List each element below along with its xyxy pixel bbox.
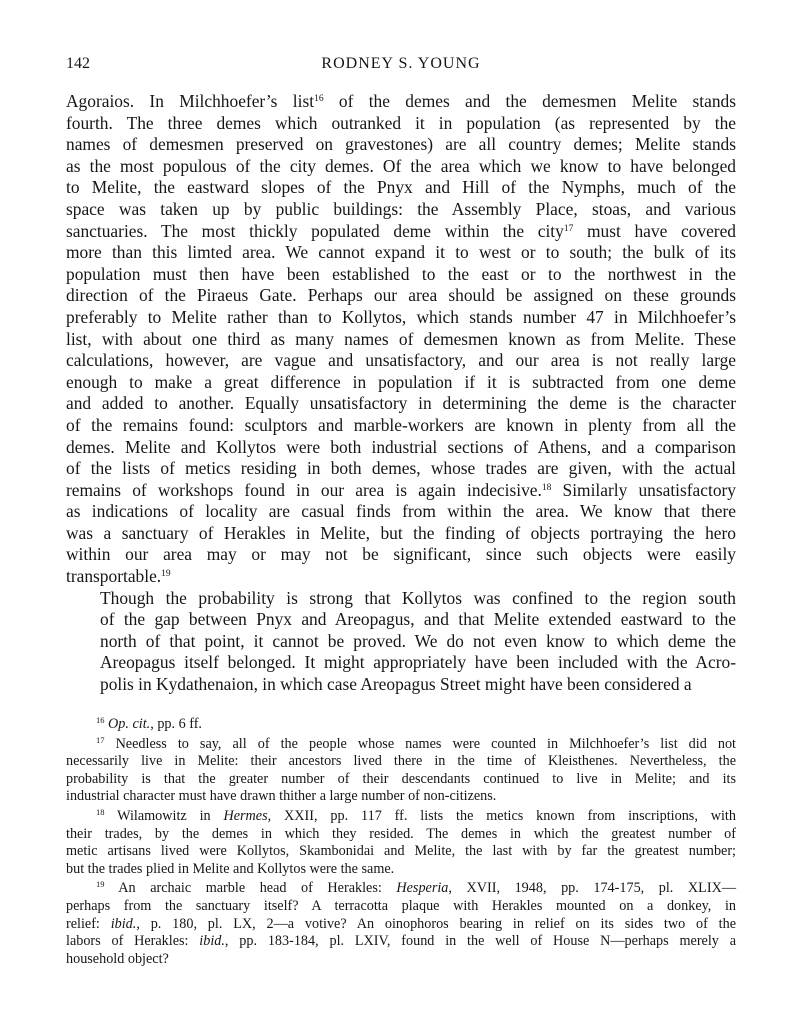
footnote xyxy=(66,736,736,806)
footnote-number: 18 xyxy=(96,806,105,817)
text-line: calculations, however, are vague and unsatisfactory, and our area is not really large xyxy=(66,350,736,371)
footnote-line: $^{18}$ Wilamowitz in Hermes, XXII, pp. 117 ff. lists the metics known from inscriptions, with xyxy=(96,806,736,824)
text-line: enough to make a great difference in population if it is subtracted from one deme xyxy=(66,371,736,392)
text-line: within our area may or may not be significant, since such objects were easily xyxy=(66,544,736,565)
text-line: sanctuaries. The most thickly populated deme within the city$^{17}$ must have covered xyxy=(66,220,737,241)
text-line: more than this limted area. We cannot expand it to west or to south; the bulk of its xyxy=(66,242,736,263)
footnote-line: $^{17}$ Needless to say, all of the people whose names were counted in Milchhoefer’s list did not xyxy=(96,734,736,752)
text-line: Though the probability is strong that Kollytos was confined to the region south xyxy=(100,587,736,608)
text-line: transportable.$^{19}$ xyxy=(66,566,171,587)
footnote-line: labors of Herakles: ibid., pp. 183-184, pl. LXIV, found in the well of House N—perhaps merely a xyxy=(66,933,736,950)
footnote-line: relief: ibid., p. 180, pl. LX, 2—a votive? An oinophoros bearing in relief on its sides two of the xyxy=(66,915,737,932)
text-line: Areopagus itself belonged. It might appropriately have been included with the Acro- xyxy=(100,652,736,673)
footnote-number: 17 xyxy=(96,734,105,745)
footnote-line: perhaps from the sanctuary itself? A terracotta plaque with Herakles mounted on a donkey, in xyxy=(66,897,736,914)
body-text xyxy=(66,91,736,696)
footnote-line: $^{19}$ An archaic marble head of Herakles: Hesperia, XVII, 1948, pp. 174-175, pl. XLIX— xyxy=(96,879,737,897)
text-line: remains of workshops found in our area is again indecisive.$^{18}$ Similarly unsatisfactory xyxy=(66,479,736,500)
footnote-number: 19 xyxy=(96,879,105,890)
footnote-ref: 19 xyxy=(161,569,171,580)
text-line: of the remains found: sculptors and marble-workers are known in plenty from all the xyxy=(66,414,736,435)
footnote-line: $^{16}$ Op. cit., pp. 6 ff. xyxy=(96,715,202,732)
text-line: space was taken up by public buildings: the Assembly Place, stoas, and various xyxy=(66,198,736,219)
text-line: to Melite, the eastward slopes of the Pnyx and Hill of the Nymphs, much of the xyxy=(66,177,736,198)
footnote xyxy=(66,716,736,734)
footnote-line: but the trades plied in Melite and Kollytos were the same. xyxy=(66,860,395,877)
footnote-line: necessarily live in Melite: their ancestors lived there in the time of Kleisthenes. Nevertheless, the xyxy=(66,753,736,770)
paragraph xyxy=(66,91,736,588)
text-line: of the lists of metics residing in both demes, whose trades are given, with the actual xyxy=(66,458,736,479)
footnote xyxy=(66,880,736,968)
footnote-line: their trades, by the demes in which they resided. The demes in which the greatest number of xyxy=(66,825,736,842)
paragraph xyxy=(66,588,736,696)
footnote-ref: 18 xyxy=(541,482,552,493)
text-line: was a sanctuary of Herakles in Melite, but the finding of objects portraying the hero xyxy=(66,522,736,543)
page-number: 142 xyxy=(66,55,90,72)
text-line: as indications of locality are casual finds from within the area. We know that there xyxy=(66,501,736,522)
text-line: of the gap between Pnyx and Areopagus, and that Melite extended eastward to the xyxy=(100,609,736,630)
text-line: list, with about one third as many names of demesmen known as from Melite. These xyxy=(66,328,736,349)
text-line: north of that point, it cannot be proved. We do not even know to which deme the xyxy=(100,630,736,651)
footnote xyxy=(66,808,736,878)
text-line: preferably to Melite rather than to Kollytos, which stands number 47 in Milchhoefer’s xyxy=(66,306,736,327)
text-line: as the most populous of the city demes. Of the area which we know to have belonged xyxy=(66,155,736,176)
footnotes xyxy=(66,716,736,970)
text-line: population must then have been established to the east or to the northwest in the xyxy=(66,263,736,284)
text-line: polis in Kydathenaion, in which case Areopagus Street might have been considered a xyxy=(100,674,692,695)
footnote-line: industrial character must have drawn thither a large number of non-citizens. xyxy=(66,788,497,805)
page-header xyxy=(66,55,736,79)
footnote-ref: 16 xyxy=(314,94,324,104)
footnote-ref: 17 xyxy=(563,223,574,234)
running-head: RODNEY S. YOUNG xyxy=(321,55,481,72)
footnote-line: household object? xyxy=(66,950,169,967)
text-line: and added to another. Equally unsatisfactory in determining the deme is the character xyxy=(66,393,736,414)
footnote-line: metic artisans lived were Kollytos, Skambonidai and Melite, the last with by far the greatest number; xyxy=(66,843,736,860)
text-line: names of demesmen preserved on gravestones) are all country demes; Melite stands xyxy=(66,134,736,155)
text-line: Agoraios. In Milchhoefer’s list$^{16}$ of the demes and the demesmen Melite stands xyxy=(66,91,736,111)
footnote-line: probability is that the greater number of their descendants continued to live in Melite; and its xyxy=(66,770,736,787)
text-line: fourth. The three demes which outranked it in population (as represented by the xyxy=(66,112,736,133)
footnote-number: 16 xyxy=(96,715,105,725)
text-line: demes. Melite and Kollytos were both industrial sections of Athens, and a comparison xyxy=(66,436,736,457)
text-line: direction of the Piraeus Gate. Perhaps our area should be assigned on these grounds xyxy=(66,285,736,306)
